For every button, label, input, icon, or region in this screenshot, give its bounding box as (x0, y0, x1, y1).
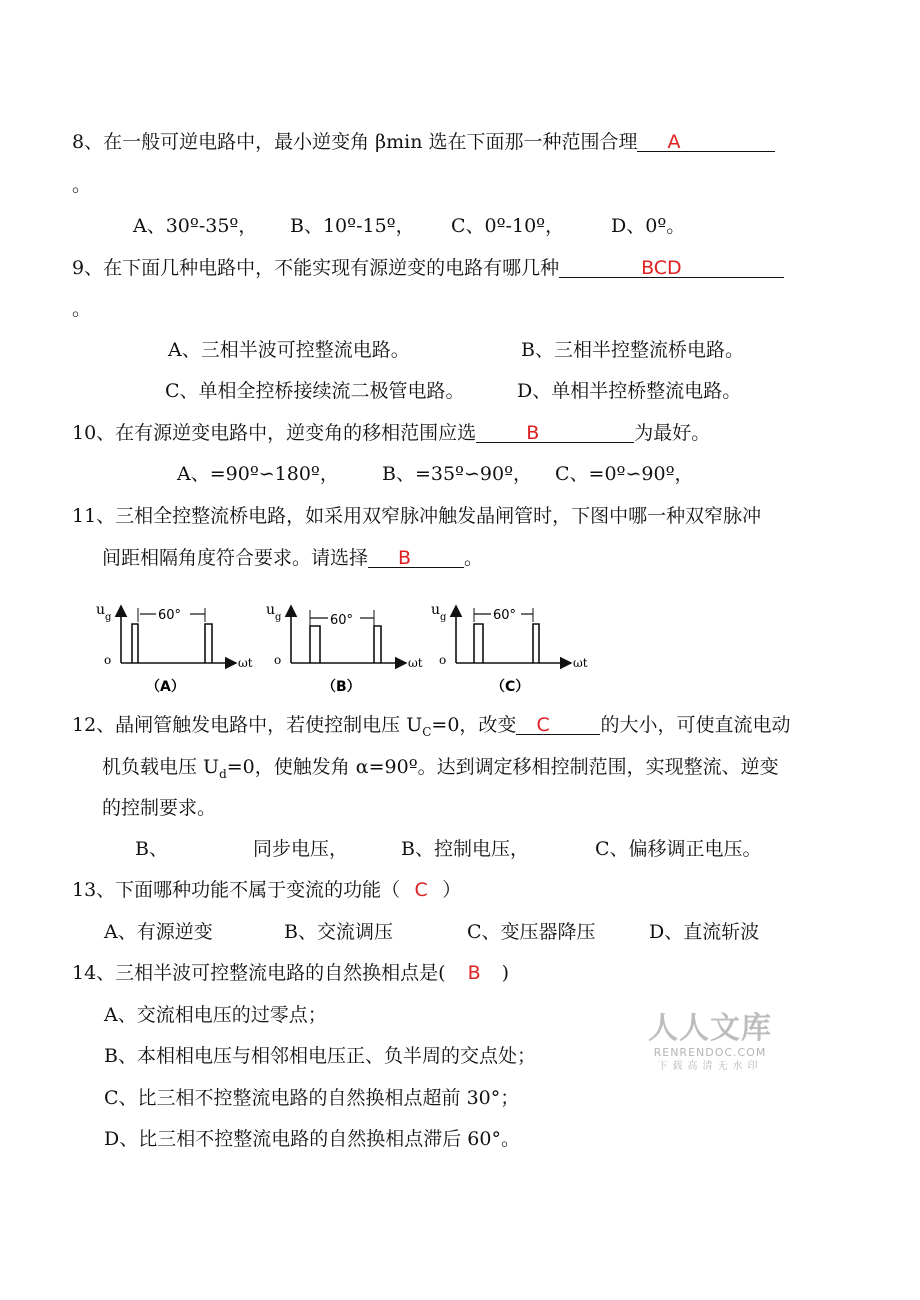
q14-answer: B (467, 962, 481, 984)
graph-c-angle: 60° (493, 608, 517, 623)
q12-blank (516, 713, 600, 735)
q12-text-d: 机负载电压 U (102, 756, 220, 778)
graph-b (266, 602, 423, 695)
q14-text: 14、三相半波可控整流电路的自然换相点是( (72, 962, 446, 984)
graph-c-ylabel: u (431, 602, 441, 618)
q12-text-e: =0，使触发角 α=90º。达到调定移相控制范围，实现整流、逆变 (226, 756, 779, 778)
q9-option-a: A、三相半波可控整流电路。 (168, 339, 410, 361)
graph-a-xlabel: ωt (238, 656, 253, 670)
q9-answer: BCD (641, 257, 682, 279)
watermark-site: RENRENDOC.COM (653, 1046, 767, 1059)
q14-stem (72, 961, 509, 985)
watermark-title: 人人文库 (648, 1011, 772, 1046)
graph-c-ysub: g (440, 612, 447, 623)
graph-c-pulse-2 (533, 624, 539, 663)
graph-b-caption: （B） (322, 679, 361, 695)
q9-option-b: B、三相半控整流桥电路。 (521, 339, 744, 361)
q14-option-c: C、比三相不控整流电路的自然换相点超前 30°； (104, 1087, 520, 1109)
q8-stem (72, 130, 775, 154)
q12-line1 (72, 713, 790, 744)
q9-text: 9、在下面几种电路中，不能实现有源逆变的电路有哪几种 (72, 257, 560, 279)
graph-c-pulse-1 (474, 624, 483, 663)
watermark-slogan: 下载高清无水印 (657, 1061, 763, 1072)
q14-option-b: B、本相相电压与相邻相电压正、负半周的交点处； (104, 1045, 536, 1067)
graph-b-pulse-1 (310, 626, 320, 663)
q9-stem (72, 256, 784, 280)
q13-end: ） (442, 879, 462, 901)
q11-end: 。 (464, 547, 484, 569)
q12-option-text: 同步电压， (253, 838, 349, 860)
graph-c (431, 602, 588, 695)
q11-line1: 11、三相全控整流桥电路，如采用双窄脉冲触发晶闸管时，下图中哪一种双窄脉冲 (72, 505, 762, 527)
graph-c-caption: （C） (491, 679, 530, 695)
watermark (648, 1012, 772, 1074)
q12-text-a: 12、晶闸管触发电路中，若使控制电压 U (72, 714, 423, 736)
graph-a-pulse-1 (132, 624, 138, 663)
q10-text: 10、在有源逆变电路中，逆变角的移相范围应选 (72, 422, 477, 444)
q14-end: ) (501, 962, 510, 984)
q10-option-a: A、=90º∽180º， (177, 463, 339, 485)
q12-text-c: 的大小，可使直流电动 (600, 714, 791, 736)
graph-b-ylabel: u (266, 602, 276, 618)
q11-text: 间距相隔角度符合要求。请选择 (102, 547, 369, 569)
q8-option-b: B、10º-15º， (290, 215, 415, 237)
q12-answer: C (536, 714, 550, 736)
graph-a-caption: （A） (146, 679, 185, 695)
q9-blank (559, 256, 784, 278)
q10-after: 为最好。 (634, 422, 711, 444)
q9-end: 。 (72, 298, 92, 320)
q14-option-d: D、比三相不控整流电路的自然换相点滞后 60°。 (104, 1128, 520, 1150)
graph-b-pulse-2 (374, 626, 381, 663)
q9-option-d: D、单相半控桥整流电路。 (517, 380, 742, 402)
graph-a-angle: 60° (158, 608, 182, 623)
q8-end: 。 (72, 174, 92, 196)
q12-option-b2: B、控制电压， (401, 838, 529, 860)
q14-option-a: A、交流相电压的过零点； (104, 1004, 327, 1026)
q8-blank (637, 130, 775, 152)
q11-answer: B (398, 547, 412, 569)
q11-line2 (102, 546, 483, 570)
q12-text-b: =0，改变 (431, 714, 517, 736)
q13-option-c: C、变压器降压 (467, 921, 596, 943)
q12-option-b1: B、 (135, 838, 168, 860)
graph-a-ylabel: u (96, 602, 106, 618)
graph-a-ysub: g (105, 612, 112, 623)
graph-b-xlabel: ωt (408, 656, 423, 670)
q8-answer: A (667, 131, 681, 153)
q13-stem (72, 878, 461, 902)
q12-line2 (102, 755, 779, 786)
q10-stem (72, 421, 710, 445)
graph-c-origin: o (439, 653, 447, 667)
graph-c-xlabel: ωt (573, 656, 588, 670)
pulse-diagram (96, 598, 616, 698)
q13-option-b: B、交流调压 (284, 921, 393, 943)
q13-text: 13、下面哪种功能不属于变流的功能（ (72, 879, 401, 901)
q12-option-c: C、偏移调正电压。 (595, 838, 762, 860)
graph-b-origin: o (274, 653, 282, 667)
graph-b-ysub: g (275, 612, 282, 623)
q12-line3: 的控制要求。 (102, 797, 217, 819)
q8-option-d: D、0º。 (611, 215, 686, 237)
q8-text: 8、在一般可逆电路中，最小逆变角 βmin 选在下面那一种范围合理 (72, 131, 638, 153)
q9-option-c: C、单相全控桥接续流二极管电路。 (165, 380, 465, 402)
q12-sub-c: C (422, 724, 432, 739)
q8-option-c: C、0º-10º， (451, 215, 565, 237)
graph-a-origin: o (104, 653, 112, 667)
q12-sub-d: d (219, 766, 227, 781)
q10-option-b: B、=35º∽90º， (382, 463, 533, 485)
q10-blank (476, 421, 634, 443)
graph-b-angle: 60° (330, 613, 354, 628)
q8-option-a: A、30º-35º， (133, 215, 258, 237)
graph-a (96, 602, 253, 695)
q10-answer: B (526, 422, 540, 444)
q13-option-d: D、直流斩波 (649, 921, 760, 943)
q13-answer: C (414, 879, 428, 901)
q13-option-a: A、有源逆变 (104, 921, 213, 943)
graph-a-pulse-2 (205, 624, 212, 663)
q11-blank (368, 546, 464, 568)
q10-option-c: C、=0º∽90º， (555, 463, 694, 485)
